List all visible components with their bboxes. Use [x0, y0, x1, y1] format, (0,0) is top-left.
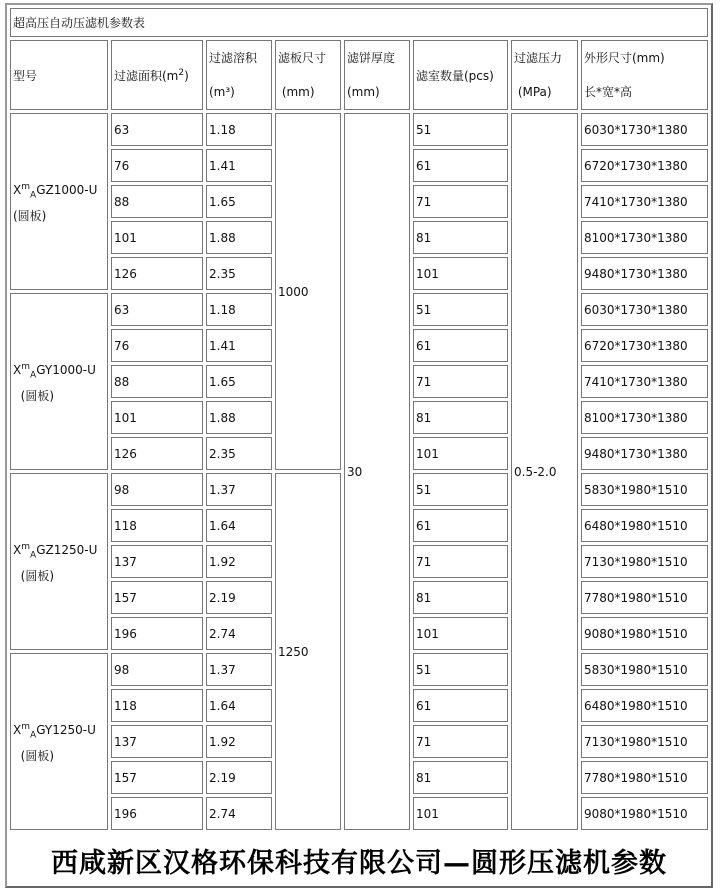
chamber-count: 71: [413, 185, 508, 218]
filter-volume: 1.64: [206, 689, 272, 722]
model-cell: $X^m_AGY1000-U$ (圆板): [10, 293, 108, 470]
overall-dimensions: 6480*1980*1510: [581, 689, 708, 722]
overall-dimensions: 7130*1980*1510: [581, 545, 708, 578]
filter-area: 196: [111, 617, 203, 650]
plate-size: 1000: [275, 113, 341, 470]
filter-volume: 1.41: [206, 329, 272, 362]
filter-area: 63: [111, 113, 203, 146]
filter-area: 157: [111, 761, 203, 794]
table-title: 超高压自动压滤机参数表: [10, 8, 708, 37]
overall-dimensions: 6720*1730*1380: [581, 329, 708, 362]
filter-volume: 1.64: [206, 509, 272, 542]
filter-volume: 1.41: [206, 149, 272, 182]
chamber-count: 71: [413, 725, 508, 758]
overall-dimensions: 7780*1980*1510: [581, 761, 708, 794]
header-plate-size: 滤板尺寸 (mm): [275, 40, 341, 110]
filter-area: 126: [111, 257, 203, 290]
header-area: 过滤面积$(m^2)$: [111, 40, 203, 110]
filter-volume: 1.18: [206, 113, 272, 146]
chamber-count: 51: [413, 653, 508, 686]
model-cell: $X^m_AGZ1250-U$ (圆板): [10, 473, 108, 650]
spec-table: [7, 5, 711, 833]
overall-dimensions: 6030*1730*1380: [581, 293, 708, 326]
chamber-count: 81: [413, 761, 508, 794]
overall-dimensions: 6720*1730*1380: [581, 149, 708, 182]
header-row: [10, 40, 708, 110]
plate-size: 1250: [275, 473, 341, 830]
filter-area: 98: [111, 473, 203, 506]
header-dimensions: 外形尺寸(mm) 长*宽*高: [581, 40, 708, 110]
chamber-count: 51: [413, 113, 508, 146]
overall-dimensions: 9080*1980*1510: [581, 617, 708, 650]
overall-dimensions: 5830*1980*1510: [581, 653, 708, 686]
chamber-count: 81: [413, 581, 508, 614]
overall-dimensions: 8100*1730*1380: [581, 221, 708, 254]
filter-area: 157: [111, 581, 203, 614]
model-cell: $X^m_AGZ1000-U$ (圆板): [10, 113, 108, 290]
chamber-count: 81: [413, 401, 508, 434]
chamber-count: 101: [413, 257, 508, 290]
overall-dimensions: 7780*1980*1510: [581, 581, 708, 614]
filter-volume: 1.18: [206, 293, 272, 326]
header-volume: 过滤溶积 (m³): [206, 40, 272, 110]
filter-area: 98: [111, 653, 203, 686]
filter-area: 76: [111, 149, 203, 182]
chamber-count: 81: [413, 221, 508, 254]
filter-area: 88: [111, 365, 203, 398]
filter-area: 137: [111, 725, 203, 758]
filter-area: 196: [111, 797, 203, 830]
header-cake-thickness: 滤饼厚度 (mm): [344, 40, 410, 110]
filter-area: 63: [111, 293, 203, 326]
filter-volume: 2.74: [206, 797, 272, 830]
filter-volume: 1.92: [206, 725, 272, 758]
chamber-count: 51: [413, 293, 508, 326]
overall-dimensions: 9480*1730*1380: [581, 257, 708, 290]
overall-dimensions: 7410*1730*1380: [581, 365, 708, 398]
header-chambers: 滤室数量(pcs): [413, 40, 508, 110]
overall-dimensions: 5830*1980*1510: [581, 473, 708, 506]
chamber-count: 101: [413, 617, 508, 650]
filter-area: 118: [111, 509, 203, 542]
overall-dimensions: 9080*1980*1510: [581, 797, 708, 830]
filter-volume: 1.88: [206, 401, 272, 434]
chamber-count: 101: [413, 437, 508, 470]
overall-dimensions: 8100*1730*1380: [581, 401, 708, 434]
overall-dimensions: 7130*1980*1510: [581, 725, 708, 758]
filter-area: 101: [111, 221, 203, 254]
filter-volume: 1.92: [206, 545, 272, 578]
filter-volume: 2.35: [206, 257, 272, 290]
overall-dimensions: 6480*1980*1510: [581, 509, 708, 542]
header-model: 型号: [10, 40, 108, 110]
filter-area: 126: [111, 437, 203, 470]
filter-area: 137: [111, 545, 203, 578]
chamber-count: 71: [413, 545, 508, 578]
cake-thickness: 30: [344, 113, 410, 830]
chamber-count: 71: [413, 365, 508, 398]
filter-volume: 1.65: [206, 185, 272, 218]
filter-volume: 1.88: [206, 221, 272, 254]
filter-volume: 2.74: [206, 617, 272, 650]
filter-area: 118: [111, 689, 203, 722]
filter-pressure: 0.5-2.0: [511, 113, 578, 830]
chamber-count: 51: [413, 473, 508, 506]
filter-volume: 1.37: [206, 473, 272, 506]
chamber-count: 61: [413, 149, 508, 182]
filter-area: 101: [111, 401, 203, 434]
filter-volume: 2.19: [206, 581, 272, 614]
header-pressure: 过滤压力 (MPa): [511, 40, 578, 110]
spec-table-frame: [5, 3, 713, 888]
filter-area: 88: [111, 185, 203, 218]
chamber-count: 101: [413, 797, 508, 830]
table-row: [10, 113, 708, 146]
watermark-caption: 西咸新区汉格环保科技有限公司—圆形压滤机参数: [51, 848, 667, 879]
model-cell: $X^m_AGY1250-U$ (圆板): [10, 653, 108, 830]
overall-dimensions: 6030*1730*1380: [581, 113, 708, 146]
filter-volume: 1.65: [206, 365, 272, 398]
chamber-count: 61: [413, 689, 508, 722]
chamber-count: 61: [413, 509, 508, 542]
chamber-count: 61: [413, 329, 508, 362]
filter-volume: 1.37: [206, 653, 272, 686]
filter-volume: 2.35: [206, 437, 272, 470]
overall-dimensions: 7410*1730*1380: [581, 185, 708, 218]
overall-dimensions: 9480*1730*1380: [581, 437, 708, 470]
filter-volume: 2.19: [206, 761, 272, 794]
filter-area: 76: [111, 329, 203, 362]
